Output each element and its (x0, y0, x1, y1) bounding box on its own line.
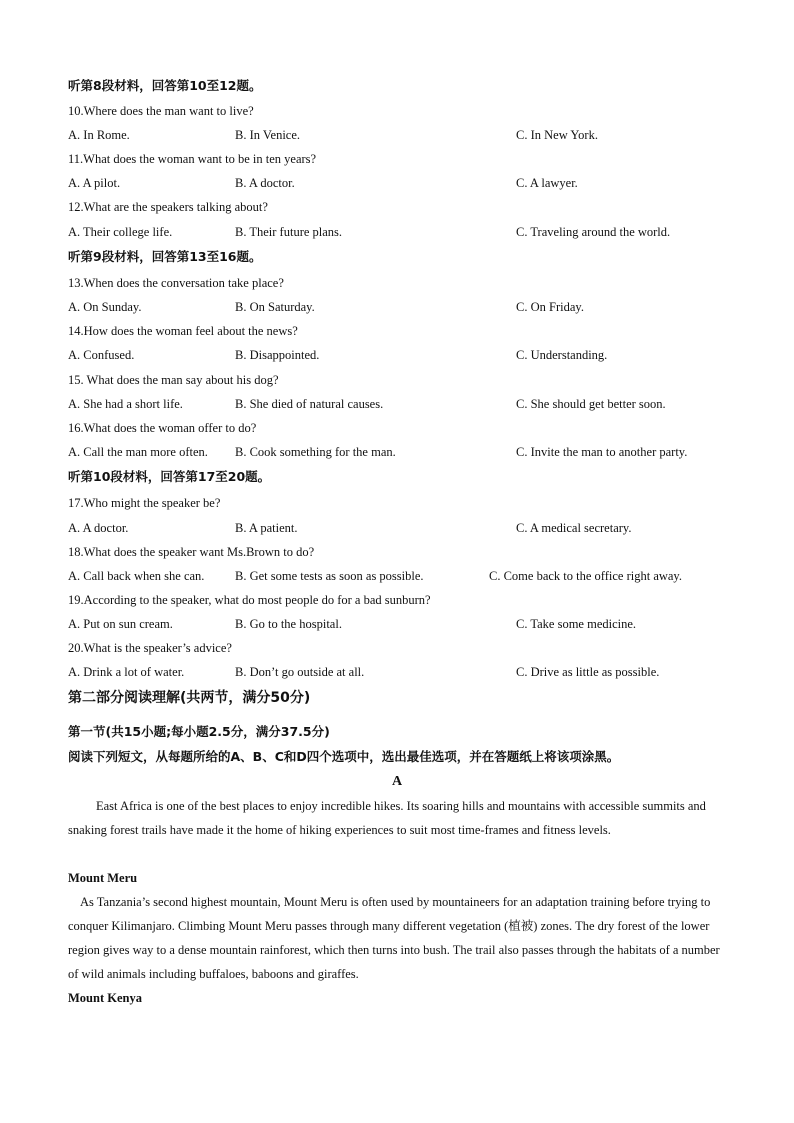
passage-intro: East Africa is one of the best places to enjoy incredible hikes. Its soaring hills and mountains with accessible summits and snaking forest trails have made it the home of hiking experiences to suit most time-frames and fitness levels. (68, 799, 706, 837)
question-13: 13.When does the conversation take place? (68, 276, 284, 290)
option-18-b: B. Get some tests as soon as possible. (235, 569, 424, 583)
question-15: 15. What does the man say about his dog? (68, 373, 279, 387)
option-19-c: C. Take some medicine. (516, 617, 637, 631)
question-10: 10.Where does the man want to live? (68, 104, 254, 118)
option-15-c: C. She should get better soon. (516, 397, 666, 411)
option-17-b: B. A patient. (235, 521, 298, 535)
question-19: 19.According to the speaker, what do most people do for a bad sunburn? (68, 593, 431, 607)
passage-meru: As Tanzania’s second highest mountain, Mount Meru is often used by mountaineers for an adaptation training before trying to conquer Kilimanjaro. Climbing Mount Meru passes through many different vegetation (植被) zones. The dry forest of the lower region gives way to a dense mountain rainforest, which then turns into bush. The trail also passes through the habitats of a number of wild animals including buffaloes, baboons and giraffes. (68, 895, 720, 981)
passage-label: A (391, 774, 403, 789)
option-20-a: A. Drink a lot of water. (68, 665, 185, 679)
heading-mount-meru: Mount Meru (68, 871, 138, 885)
option-11-b: B. A doctor. (235, 176, 295, 190)
question-14: 14.How does the woman feel about the news? (68, 324, 298, 338)
option-16-a: A. Call the man more often. (68, 445, 208, 459)
option-10-a: A. In Rome. (68, 128, 130, 142)
question-20: 20.What is the speaker’s advice? (68, 641, 232, 655)
option-17-c: C. A medical secretary. (516, 521, 632, 535)
option-15-a: A. She had a short life. (68, 397, 183, 411)
option-14-a: A. Confused. (68, 348, 135, 362)
option-16-b: B. Cook something for the man. (235, 445, 396, 459)
question-17: 17.Who might the speaker be? (68, 496, 221, 510)
option-17-a: A. A doctor. (68, 521, 129, 535)
section-header-9: 听第9段材料，回答第13至16题。 (68, 249, 262, 264)
section-header-8: 听第8段材料，回答第10至12题。 (68, 78, 262, 93)
option-12-a: A. Their college life. (68, 225, 173, 239)
option-10-b: B. In Venice. (235, 128, 301, 142)
option-19-b: B. Go to the hospital. (235, 617, 342, 631)
question-18: 18.What does the speaker want Ms.Brown to do? (68, 545, 315, 559)
option-20-c: C. Drive as little as possible. (516, 665, 660, 679)
option-15-b: B. She died of natural causes. (235, 397, 384, 411)
part2-section1: 第一节(共15小题;每小题2.5分，满分37.5分) (68, 724, 330, 739)
option-16-c: C. Invite the man to another party. (516, 445, 688, 459)
option-12-b: B. Their future plans. (235, 225, 343, 239)
option-13-c: C. On Friday. (516, 300, 584, 314)
option-14-c: C. Understanding. (516, 348, 608, 362)
question-12: 12.What are the speakers talking about? (68, 200, 268, 214)
option-18-c: C. Come back to the office right away. (489, 569, 682, 583)
question-11: 11.What does the woman want to be in ten years? (68, 152, 317, 166)
option-10-c: C. In New York. (516, 128, 598, 142)
heading-mount-kenya: Mount Kenya (68, 991, 142, 1005)
option-13-b: B. On Saturday. (235, 300, 315, 314)
option-19-a: A. Put on sun cream. (68, 617, 173, 631)
section-header-10: 听第10段材料，回答第17至20题。 (68, 469, 271, 484)
option-14-b: B. Disappointed. (235, 348, 320, 362)
question-16: 16.What does the woman offer to do? (68, 421, 257, 435)
option-20-b: B. Don’t go outside at all. (235, 665, 365, 679)
part2-instruction: 阅读下列短文，从每题所给的A、B、C和D四个选项中，选出最佳选项，并在答题纸上将该项涂黑。 (68, 749, 620, 764)
option-11-c: C. A lawyer. (516, 176, 578, 190)
option-13-a: A. On Sunday. (68, 300, 142, 314)
option-11-a: A. A pilot. (68, 176, 121, 190)
part2-title: 第二部分阅读理解(共两节，满分50分) (68, 690, 311, 706)
option-18-a: A. Call back when she can. (68, 569, 205, 583)
option-12-c: C. Traveling around the world. (516, 225, 671, 239)
